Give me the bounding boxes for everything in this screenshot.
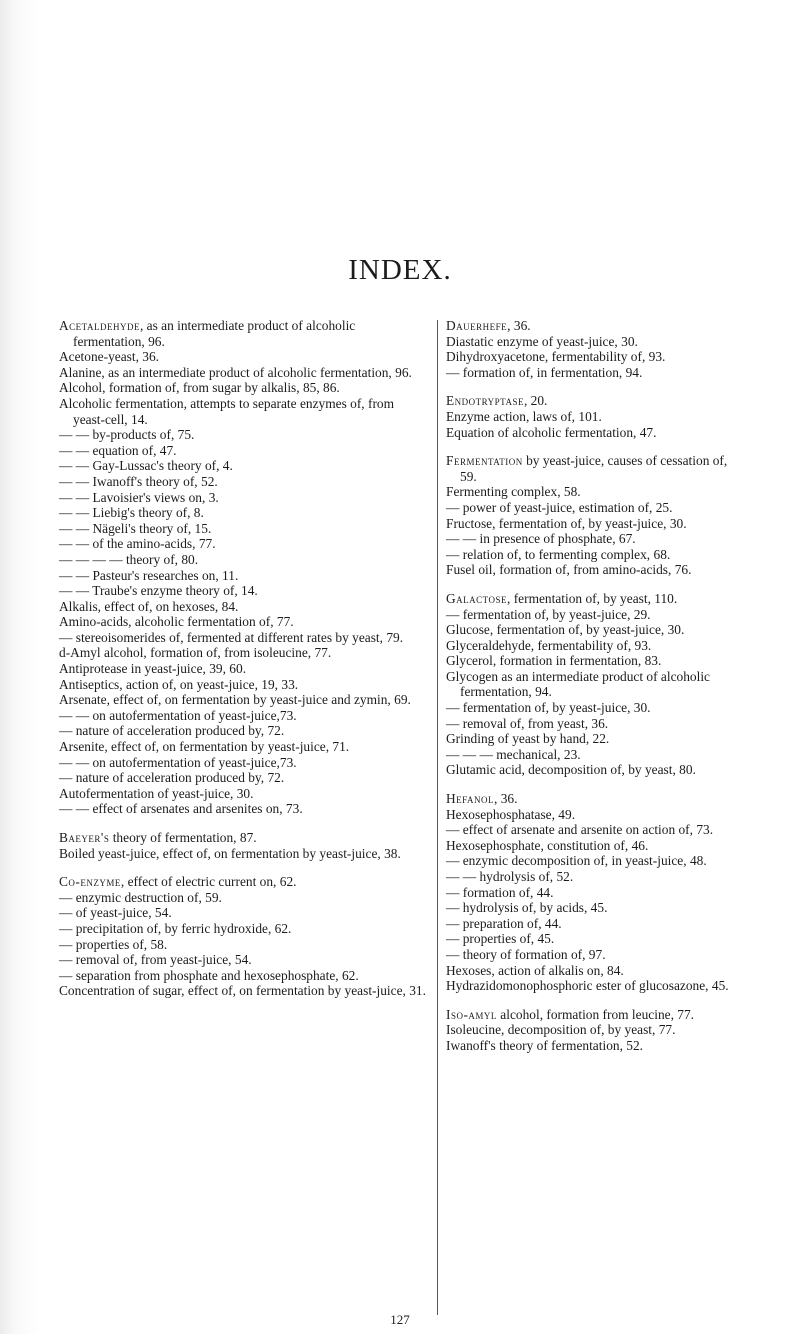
entry-text: Isoleucine, decomposition of, by yeast, 77. [446,1022,676,1038]
index-entry [59,921,429,937]
entry-text: Fermenting complex, 58. [446,484,581,500]
entry-text: Glycerol, formation in fermentation, 83. [446,653,662,669]
index-entry [59,349,429,365]
index-entry [446,484,746,500]
entry-text: Antiseptics, action of, on yeast-juice, 19, 33. [59,676,299,692]
index-entry [59,365,429,381]
entry-lead-word: Baeyer's [59,830,110,845]
index-entry [446,318,746,334]
section-gap [446,578,746,591]
entry-text: — — — — theory of, 80. [59,551,199,567]
index-entry [446,349,746,365]
index-column-left [59,318,429,999]
index-entry [59,905,429,921]
index-entry [446,516,746,532]
index-entry [59,396,429,427]
entry-text: Hydrazidomonophosphoric ester of glucosazone, 45. [446,978,729,994]
index-entry [446,1022,746,1038]
entry-text: — — equation of, 47. [59,442,177,458]
entry-text: Diastatic enzyme of yeast-juice, 30. [446,333,638,349]
index-entry [446,731,746,747]
entry-text: d-Amyl alcohol, formation of, from isoleucine, 77. [59,645,332,661]
entry-text: — fermentation of, by yeast-juice, 29. [446,606,651,622]
index-entry [446,591,746,607]
index-entry [59,739,429,755]
entry-text: Antiprotease in yeast-juice, 39, 60. [59,661,247,677]
index-entry [446,365,746,381]
index-entry [59,708,429,724]
index-entry [446,916,746,932]
index-entry [446,334,746,350]
index-entry [446,531,746,547]
index-entry [59,614,429,630]
index-entry [59,890,429,906]
entry-text: Hexosephosphate, constitution of, 46. [446,837,649,853]
entry-text: Alanine, as an intermediate product of alcoholic fermentation, 96. [59,364,412,380]
index-entry [446,838,746,854]
index-entry [446,700,746,716]
entry-text: — — on autofermentation of yeast-juice,73. [59,754,297,770]
index-entry [59,952,429,968]
entry-text: , 20. [523,393,548,409]
entry-text: — preparation of, 44. [446,915,562,931]
entry-text: — — of the amino-acids, 77. [59,536,216,552]
entry-lead-word: Endotryptase [446,393,524,409]
entry-text: — — by-products of, 75. [59,427,195,443]
index-entry [59,677,429,693]
index-entry [59,846,429,862]
index-entry [446,653,746,669]
entry-text: — nature of acceleration produced by, 72. [59,770,285,786]
index-entry [59,692,429,708]
entry-text: Glyceraldehyde, fermentability of, 93. [446,637,652,653]
entry-text: , fermentation of, by yeast, 110. [507,590,678,606]
entry-text: Alcohol, formation of, from sugar by alkalis, 85, 86. [59,380,340,396]
index-entry [446,393,746,409]
section-gap [446,778,746,791]
index-entry [446,1038,746,1054]
entry-text: — formation of, 44. [446,884,554,900]
index-entry [59,645,429,661]
index-entry [446,791,746,807]
entry-text: — — Gay-Lussac's theory of, 4. [59,458,233,474]
index-entry [59,770,429,786]
index-entry [446,500,746,516]
index-entry [59,443,429,459]
entry-text: — formation of, in fermentation, 94. [446,364,643,380]
index-entry [446,425,746,441]
entry-text: — — Nägeli's theory of, 15. [59,520,212,536]
index-entry [446,822,746,838]
index-entry [446,947,746,963]
entry-text: , effect of electric current on, 62. [120,874,297,890]
index-entry [59,755,429,771]
index-entry [59,458,429,474]
entry-text: Arsenite, effect of, on fermentation by yeast-juice, 71. [59,739,350,755]
index-entry [446,716,746,732]
index-entry [446,807,746,823]
entry-text: — fermentation of, by yeast-juice, 30. [446,700,651,716]
index-entry [446,747,746,763]
entry-text: — relation of, to fermenting complex, 68. [446,546,671,562]
entry-text: Alkalis, effect of, on hexoses, 84. [59,598,239,614]
entry-text: Glucose, fermentation of, by yeast-juice, 30. [446,622,685,638]
index-entry [59,830,429,846]
entry-text: Glycogen as an intermediate product of alcoholic fermentation, 94. [446,668,710,700]
index-entry [59,630,429,646]
entry-text: — properties of, 58. [59,936,168,952]
entry-text: Dihydroxyacetone, fermentability of, 93. [446,349,666,365]
entry-text: Glutamic acid, decomposition of, by yeast, 80. [446,762,696,778]
entry-lead-word: Hefanol [446,791,495,807]
index-entry [446,978,746,994]
index-entry [446,547,746,563]
index-entry [446,853,746,869]
entry-text: Arsenate, effect of, on fermentation by yeast-juice and zymin, 69. [59,692,411,708]
index-entry [59,521,429,537]
index-entry [59,427,429,443]
section-gap [59,861,429,874]
entry-text: — separation from phosphate and hexosephosphate, 62. [59,967,359,983]
entry-text: — — effect of arsenates and arsenites on, 73. [59,801,303,817]
entry-text: Boiled yeast-juice, effect of, on fermentation by yeast-juice, 38. [59,845,401,861]
entry-text: Autofermentation of yeast-juice, 30. [59,785,254,801]
index-entry [59,983,429,999]
entry-lead-word: Co-enzyme [59,874,121,890]
index-entry [59,536,429,552]
index-entry [59,723,429,739]
entry-text: — theory of formation of, 97. [446,946,606,962]
section-gap [59,817,429,830]
index-entry [446,963,746,979]
index-entry [59,568,429,584]
entry-text: , as an intermediate product of alcoholic fermentation, 96. [73,318,356,349]
entry-text: alcohol, formation from leucine, 77. [496,1006,695,1022]
entry-lead-word: Fermentation [446,453,523,469]
entry-text: — — Iwanoff's theory of, 52. [59,473,218,489]
entry-text: — of yeast-juice, 54. [59,905,172,921]
entry-text: theory of fermentation, 87. [109,830,257,845]
index-entry [446,869,746,885]
entry-text: — hydrolysis of, by acids, 45. [446,900,608,916]
entry-text: — nature of acceleration produced by, 72. [59,723,285,739]
entry-text: — properties of, 45. [446,931,555,947]
entry-text: , 36. [494,791,518,807]
index-entry [59,801,429,817]
index-entry [59,318,429,349]
entry-lead-word: Iso-amyl [446,1006,497,1022]
entry-text: Alcoholic fermentation, attempts to separate enzymes of, from yeast-cell, 14. [59,395,395,427]
index-entry [59,380,429,396]
entry-text: Concentration of sugar, effect of, on fermentation by yeast-juice, 31. [59,983,426,999]
index-entry [446,622,746,638]
entry-text: Acetone-yeast, 36. [59,349,160,365]
index-entry [446,638,746,654]
entry-text: — effect of arsenate and arsenite on action of, 73. [446,822,714,838]
entry-text: — enzymic destruction of, 59. [59,889,222,905]
entry-text: Hexoses, action of alkalis on, 84. [446,962,624,978]
entry-text: — — hydrolysis of, 52. [446,869,574,884]
index-entry [446,453,746,484]
entry-text: — — on autofermentation of yeast-juice,73. [59,707,297,723]
entry-text: Fructose, fermentation of, by yeast-juice, 30. [446,515,687,531]
index-entry [59,474,429,490]
entry-text: — — Traube's enzyme theory of, 14. [59,583,258,599]
entry-text: — removal of, from yeast, 36. [446,715,609,731]
entry-text: Iwanoff's theory of fermentation, 52. [446,1037,644,1053]
index-entry [59,968,429,984]
index-entry [446,607,746,623]
entry-text: , 36. [507,318,531,333]
entry-text: by yeast-juice, causes of cessation of, 59. [460,453,728,484]
entry-lead-word: Acetaldehyde [59,318,140,333]
index-entry [59,552,429,568]
entry-text: — power of yeast-juice, estimation of, 25. [446,499,673,515]
index-entry [59,874,429,890]
entry-text: Amino-acids, alcoholic fermentation of, 77. [59,614,294,630]
column-divider [437,320,438,1315]
page-number: 127 [390,1312,410,1327]
index-entry [446,409,746,425]
index-entry [59,599,429,615]
entry-text: Grinding of yeast by hand, 22. [446,731,610,747]
section-gap [446,440,746,453]
entry-text: — stereoisomerides of, fermented at different rates by yeast, 79. [59,629,404,645]
index-entry [446,669,746,700]
entry-text: — — Pasteur's researches on, 11. [59,567,239,583]
index-entry [59,661,429,677]
entry-text: — enzymic decomposition of, in yeast-juice, 48. [446,853,707,869]
index-entry [59,505,429,521]
index-entry [446,900,746,916]
entry-text: — — — mechanical, 23. [446,746,581,762]
index-entry [446,1007,746,1023]
section-gap [446,380,746,393]
page-title: INDEX. [348,254,452,286]
index-entry [446,931,746,947]
index-entry [59,583,429,599]
index-entry [446,762,746,778]
section-gap [446,994,746,1007]
index-entry [446,562,746,578]
entry-text: Fusel oil, formation of, from amino-acids, 76. [446,562,692,578]
entry-text: — precipitation of, by ferric hydroxide, 62. [59,920,292,936]
index-entry [446,885,746,901]
entry-lead-word: Dauerhefe [446,318,508,333]
entry-text: Equation of alcoholic fermentation, 47. [446,424,657,440]
entry-text: — — Liebig's theory of, 8. [59,505,204,521]
entry-text: — — in presence of phosphate, 67. [446,531,636,547]
index-entry [59,786,429,802]
index-column-right [446,318,746,1054]
entry-lead-word: Galactose [446,590,508,606]
entry-text: — — Lavoisier's views on, 3. [59,489,219,505]
index-entry [59,490,429,506]
entry-text: — removal of, from yeast-juice, 54. [59,952,252,968]
index-entry [59,937,429,953]
entry-text: Enzyme action, laws of, 101. [446,408,602,424]
entry-text: Hexosephosphatase, 49. [446,806,576,822]
